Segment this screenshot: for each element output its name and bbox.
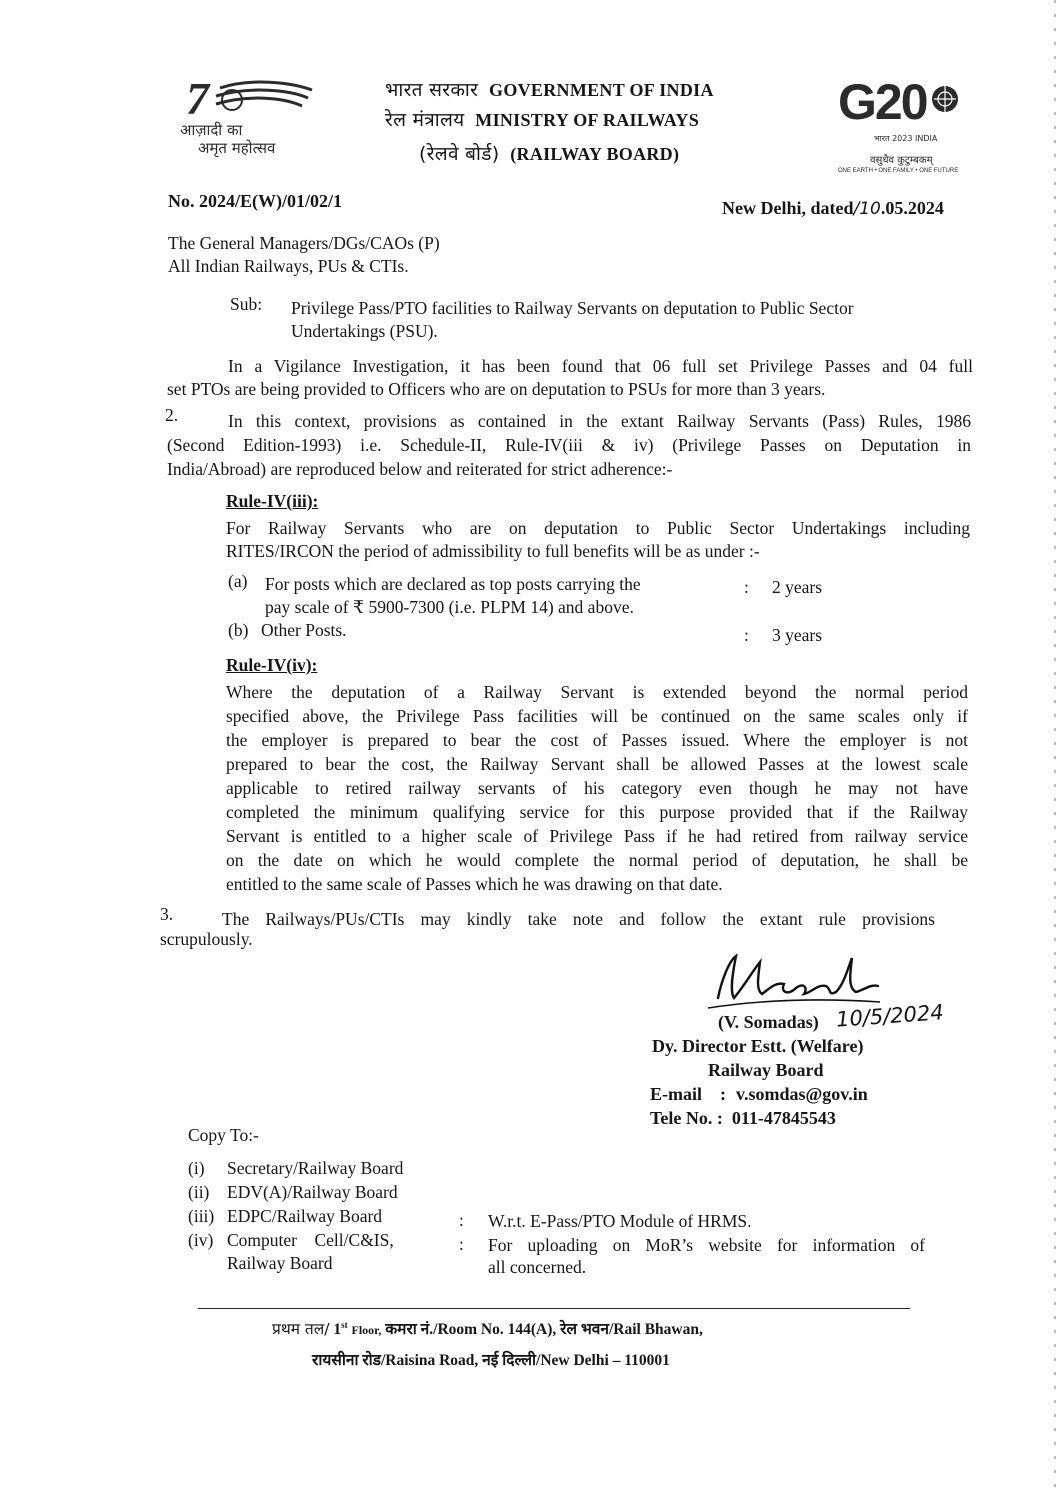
globe-lotus-icon bbox=[930, 84, 960, 114]
subject-line1: Privilege Pass/PTO facilities to Railway Servants on deputation to Public Sector bbox=[291, 298, 854, 318]
header-board bbox=[419, 140, 679, 166]
para1-line1: In a Vigilance Investigation, it has been found that 06 full set Privilege Passes and 04 full bbox=[228, 356, 973, 376]
signatory-phone bbox=[650, 1106, 836, 1130]
date-prefix: New Delhi, dated bbox=[722, 198, 854, 218]
footer-line1 bbox=[272, 1317, 703, 1339]
rule-iii-item-a-value: 2 years bbox=[772, 577, 823, 597]
header-ministry-hindi: रेल मंत्रालय bbox=[385, 109, 465, 131]
rule-iv-line: Servant is entitled to a higher scale of Privilege Pass if he had retired from railway service bbox=[226, 826, 968, 846]
copy-item-number: (ii) bbox=[188, 1182, 210, 1202]
reference-date bbox=[722, 197, 944, 221]
header-govt-hindi: भारत सरकार bbox=[385, 79, 479, 101]
para3-line1: The Railways/PUs/CTIs may kindly take note and follow the extant rule provisions bbox=[222, 909, 935, 929]
copy-item-note: For uploading on MoR’s website for information of bbox=[488, 1235, 925, 1255]
copy-item-text: Railway Board bbox=[227, 1253, 333, 1273]
signatory-designation: Dy. Director Estt. (Welfare) bbox=[652, 1036, 864, 1056]
copy-item-text: EDPC/Railway Board bbox=[227, 1206, 383, 1226]
copy-item-text: EDV(A)/Railway Board bbox=[227, 1182, 398, 1202]
rule-iii-item-b-value: 3 years bbox=[772, 625, 823, 645]
footer-floor-number: 1 bbox=[333, 1321, 342, 1338]
g20-mark: G20 bbox=[838, 74, 927, 130]
svg-text:7: 7 bbox=[186, 74, 209, 122]
footer-floor-english: Floor, bbox=[351, 1323, 382, 1337]
para2-number: 2. bbox=[165, 405, 179, 425]
header-board-hindi: (रेलवे बोर्ड) bbox=[419, 143, 500, 165]
reference-number: No. 2024/E(W)/01/02/1 bbox=[168, 191, 342, 211]
copy-item-number: (iv) bbox=[188, 1230, 214, 1250]
rule-iii-heading: Rule-IV(iii): bbox=[226, 491, 319, 511]
g20-logo bbox=[838, 76, 978, 180]
rule-iii-line2: RITES/IRCON the period of admissibility to full benefits will be as under :- bbox=[226, 541, 760, 561]
rule-iv-line: on the date on which he would complete the normal period of deputation, he shall be bbox=[226, 850, 968, 870]
signatory-office: Railway Board bbox=[708, 1060, 824, 1080]
rule-iii-item-a-text1: For posts which are declared as top posts carrying the bbox=[265, 574, 641, 594]
tele-value: 011-47845543 bbox=[731, 1108, 836, 1128]
email-value: v.somdas@gov.in bbox=[736, 1084, 868, 1104]
addressee-line2: All Indian Railways, PUs & CTIs. bbox=[168, 256, 409, 276]
tele-label: Tele No. : bbox=[650, 1108, 723, 1128]
date-day: /10 bbox=[853, 199, 881, 219]
g20-sub3: ONE EARTH • ONE FAMILY • ONE FUTURE bbox=[838, 168, 959, 174]
copy-item-text: Computer Cell/C&IS, bbox=[227, 1230, 394, 1250]
signatory-email bbox=[650, 1082, 868, 1106]
rule-iv-line: applicable to retired railway servants of his category even though he may not have bbox=[226, 778, 968, 798]
copy-item-number: (iii) bbox=[188, 1206, 215, 1226]
copy-item-note: all concerned. bbox=[488, 1257, 587, 1277]
rule-iii-item-a-sep: : bbox=[744, 577, 749, 597]
header-govt-english: GOVERNMENT OF INDIA bbox=[489, 80, 714, 100]
azadi-logo-icon bbox=[180, 74, 330, 122]
header-board-english: (RAILWAY BOARD) bbox=[510, 144, 680, 164]
g20-sub1: भारत 2023 INDIA bbox=[874, 134, 938, 143]
copy-to-heading: Copy To:- bbox=[188, 1125, 259, 1145]
logo-text-line1: आज़ादी का bbox=[180, 121, 243, 139]
rule-iv-heading: Rule-IV(iv): bbox=[226, 655, 318, 675]
email-label: E-mail bbox=[650, 1084, 702, 1104]
copy-item-sep: : bbox=[459, 1234, 464, 1254]
footer-room: कमरा नं./Room No. 144(A), रेल भवन/Rail Bhawan, bbox=[385, 1321, 703, 1338]
footer-floor-sup: st bbox=[341, 1319, 348, 1330]
g20-sub2: वसुधैव कुटुम्बकम् bbox=[870, 155, 933, 166]
para3-line2: scrupulously. bbox=[160, 929, 253, 949]
footer-rule bbox=[198, 1308, 910, 1309]
signatory-name: (V. Somadas) bbox=[718, 1012, 819, 1032]
email-sep: : bbox=[720, 1084, 726, 1104]
date-day-value: 10 bbox=[859, 199, 881, 219]
copy-item-number: (i) bbox=[188, 1158, 205, 1178]
rule-iii-item-b-sep: : bbox=[744, 625, 749, 645]
header-ministry-english: MINISTRY OF RAILWAYS bbox=[475, 110, 700, 130]
rule-iii-item-a-text2: pay scale of ₹ 5900-7300 (i.e. PLPM 14) and above. bbox=[265, 597, 634, 617]
copy-item-sep: : bbox=[459, 1210, 464, 1230]
rule-iii-line1: For Railway Servants who are on deputation to Public Sector Undertakings including bbox=[226, 518, 970, 538]
date-suffix: .05.2024 bbox=[880, 198, 944, 218]
rule-iv-line: entitled to the same scale of Passes which he was drawing on that date. bbox=[226, 874, 723, 894]
footer-line2: रायसीना रोड/Raisina Road, नई दिल्ली/New Delhi – 110001 bbox=[312, 1352, 670, 1369]
copy-item-note: W.r.t. E-Pass/PTO Module of HRMS. bbox=[488, 1211, 752, 1231]
para2-line3: India/Abroad) are reproduced below and reiterated for strict adherence:- bbox=[167, 459, 673, 479]
rule-iv-line: specified above, the Privilege Pass facilities will be continued on the same scales only if bbox=[226, 706, 968, 726]
para3-number: 3. bbox=[160, 904, 174, 924]
para2-line1: In this context, provisions as contained in the extant Railway Servants (Pass) Rules, 1986 bbox=[228, 411, 971, 431]
rule-iv-line: the employer is prepared to bear the cost of Passes issued. Where the employer is not bbox=[226, 730, 968, 750]
para2-line2: (Second Edition-1993) i.e. Schedule-II, Rule-IV(iii & iv) (Privilege Passes on Deputation in bbox=[167, 435, 971, 455]
rule-iv-line: completed the minimum qualifying service for this purpose provided that if the Railway bbox=[226, 802, 968, 822]
handwritten-date: 10/5/2024 bbox=[835, 1000, 945, 1032]
rule-iii-item-b-label: (b) bbox=[228, 620, 249, 640]
rule-iii-item-b-text: Other Posts. bbox=[261, 620, 347, 640]
azadi-logo bbox=[172, 74, 332, 164]
header-ministry bbox=[385, 106, 699, 132]
scan-edge-artifact bbox=[1054, 0, 1056, 1495]
subject-label: Sub: bbox=[230, 294, 263, 314]
rule-iv-line: prepared to bear the cost, the Railway Servant shall be allowed Passes at the lowest scale bbox=[226, 754, 968, 774]
rule-iv-line: Where the deputation of a Railway Servant is extended beyond the normal period bbox=[226, 682, 968, 702]
header-govt bbox=[385, 76, 714, 102]
rule-iii-item-a-label: (a) bbox=[228, 571, 248, 591]
footer-floor-hindi: प्रथम तल/ bbox=[272, 1320, 330, 1338]
addressee-line1: The General Managers/DGs/CAOs (P) bbox=[168, 233, 440, 253]
subject-line2: Undertakings (PSU). bbox=[291, 321, 438, 341]
logo-text-line2: अमृत महोत्सव bbox=[198, 139, 276, 157]
copy-item-text: Secretary/Railway Board bbox=[227, 1158, 404, 1178]
para1-line2: set PTOs are being provided to Officers who are on deputation to PSUs for more than 3 years. bbox=[167, 379, 826, 399]
